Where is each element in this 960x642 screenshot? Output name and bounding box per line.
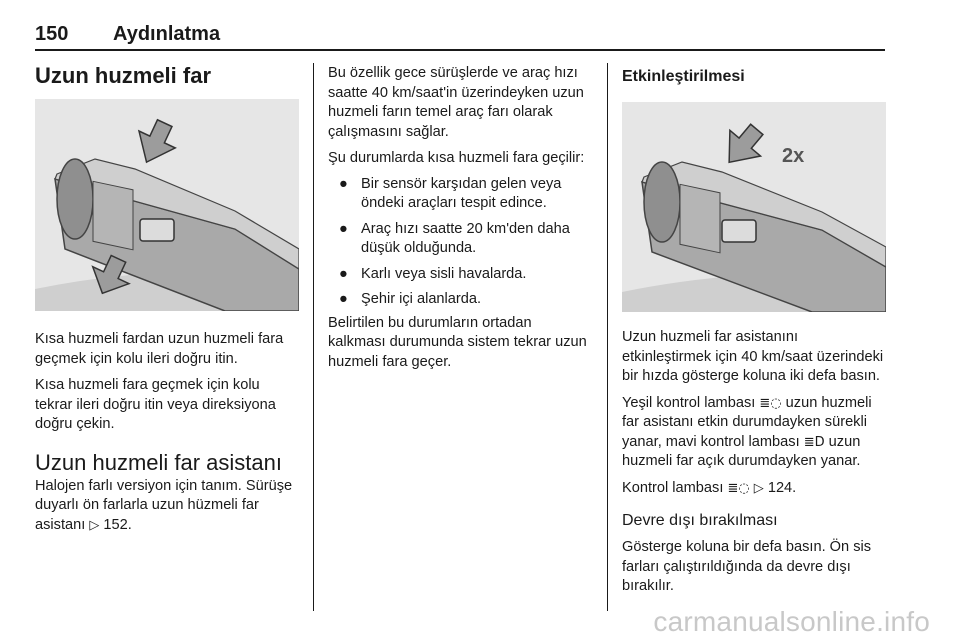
- paragraph: Kısa huzmeli fara geçmek için kolu tekrar ileri doğru itin veya direksiyona doğru çekin.: [35, 377, 276, 432]
- lever-illustration: [622, 102, 886, 312]
- column-divider-1: [313, 63, 314, 611]
- list-item: ● Karlı veya sisli havalarda.: [328, 265, 593, 285]
- page-header: [35, 23, 885, 49]
- chapter-title: Aydınlatma: [113, 23, 221, 45]
- high-beam-icon: ≣D: [803, 434, 825, 450]
- bullet-icon: ●: [339, 291, 348, 307]
- lever-illustration: [35, 99, 299, 311]
- header-rule: [35, 49, 885, 51]
- paragraph: Yeşil kontrol lambası ≣◌ uzun huzmeli far asistanı etkin durumdayken sürekli yanar, mavi kontrol lambası ≣D uzun huzmeli far açık durumdayken yanar.: [622, 394, 872, 469]
- paragraph: Kontrol lambası ≣◌ ▷ 124.: [622, 479, 797, 496]
- section-title-high-beam-assist: Uzun huzmeli far asistanı: [35, 449, 282, 475]
- watermark: carmanualsonline.info: [653, 606, 930, 637]
- section-title-deactivation: Devre dışı bırakılması: [622, 512, 778, 529]
- figure-high-beam-lever: [35, 99, 299, 311]
- column-divider-2: [607, 63, 608, 611]
- list-item: ● Şehir içi alanlarda.: [328, 290, 593, 310]
- arrow-ref-icon: ▷: [753, 480, 764, 496]
- column-1: [35, 62, 299, 535]
- section-title-high-beam: Uzun huzmeli far: [35, 63, 212, 88]
- column-2: [328, 64, 593, 372]
- paragraph: Uzun huzmeli far asistanını etkinleştirmek için 40 km/saat üzerindeki bir hızda gösterge koluna iki defa basın.: [622, 329, 884, 384]
- bullet-icon: ●: [339, 175, 348, 192]
- figure-assist-activation: [622, 102, 886, 312]
- bullet-icon: ●: [339, 220, 348, 237]
- page-reference: 124.: [767, 479, 797, 496]
- paragraph: Şu durumlarda kısa huzmeli fara geçilir:: [328, 150, 585, 166]
- section-title-activation: Etkinleştirilmesi: [622, 68, 745, 85]
- high-beam-assist-icon: ≣◌: [759, 395, 782, 411]
- paragraph: Gösterge koluna bir defa basın. Ön sis farları çalıştırıldığında da devre dışı bırakılır.: [622, 539, 872, 594]
- paragraph-reference: [35, 477, 299, 536]
- bullet-icon: ●: [339, 265, 348, 282]
- arrow-ref-icon: ▷: [89, 517, 100, 533]
- page-number: 150: [35, 23, 69, 45]
- paragraph-text: Halojen farlı versiyon için tanım. Sürüşe duyarlı ön farlarla uzun hüzmeli far asistanı: [35, 477, 293, 533]
- paragraph: Bu özellik gece sürüşlerde ve araç hızı saatte 40 km/saat'in üzerindeyken uzun huzmeli farın temel araç farı olarak çalışmasını sağlar.: [328, 65, 584, 140]
- list-item: ● Bir sensör karşıdan gelen veya öndeki araçları tespit edince.: [339, 175, 562, 211]
- high-beam-assist-icon: ≣◌: [727, 480, 750, 496]
- figure-label: 2x: [782, 145, 805, 167]
- bullet-list: [328, 175, 593, 310]
- column-3: [622, 62, 886, 597]
- list-item: ● Araç hızı saatte 20 km'den daha düşük olduğunda.: [339, 220, 570, 256]
- paragraph: Kısa huzmeli fardan uzun huzmeli fara geçmek için kolu ileri doğru itin.: [35, 331, 284, 367]
- paragraph: Belirtilen bu durumların ortadan kalkması durumunda sistem tekrar uzun huzmeli fara geçer.: [328, 314, 587, 370]
- page-reference: 152.: [103, 516, 132, 533]
